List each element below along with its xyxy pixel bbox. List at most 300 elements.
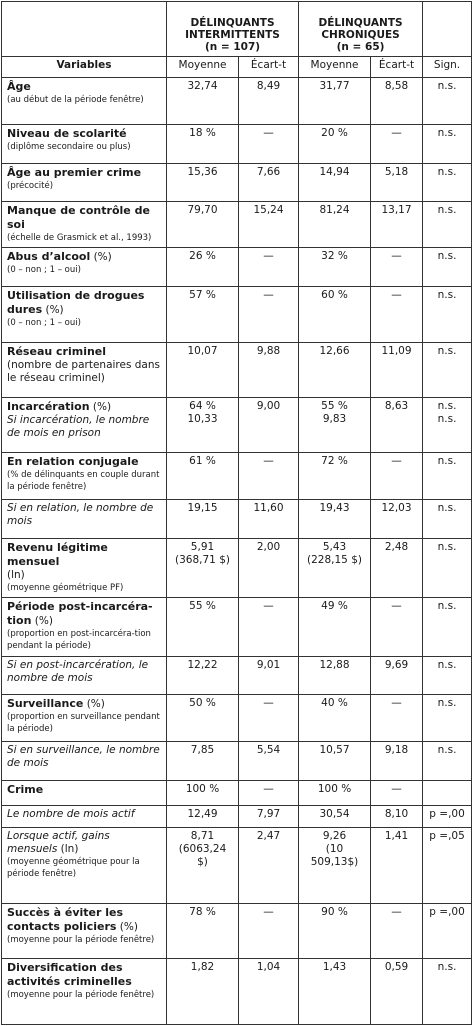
mean2-cell: [299, 828, 371, 904]
variable-cell: [2, 202, 167, 248]
mean1-cell: [167, 959, 239, 1025]
sd1-cell: [239, 500, 299, 539]
sign-cell-value: p =,00: [429, 906, 465, 919]
variable-cell: [2, 695, 167, 742]
mean1-cell-value: 15,36: [187, 165, 218, 178]
sign-cell: [423, 397, 472, 452]
mean1-cell-value2: 10,33: [187, 412, 218, 425]
sd2-cell-value: 8,58: [384, 79, 409, 92]
variable-condition: Lorsque actif, gains mensuels: [7, 830, 110, 856]
sign-cell: [423, 163, 472, 202]
mean2-cell: [299, 695, 371, 742]
sd1-cell-value2: 9,00: [256, 399, 281, 412]
variable-condition: Si en relation, le nombre de mois: [7, 502, 154, 528]
group2-line1: DÉLINQUANTS: [318, 17, 403, 30]
mean1-cell: [167, 342, 239, 397]
mean1-cell: [167, 397, 239, 452]
table-row: [2, 77, 472, 124]
variable-cell: [2, 287, 167, 342]
sd2-cell-value: 1,41: [384, 830, 409, 843]
sign-cell-value: n.s.: [437, 744, 457, 757]
mean2-cell-value: 90 %: [321, 906, 348, 919]
sign-cell-value: n.s.: [437, 455, 457, 468]
variable-description: (% de délinquants en couple durant la période fenêtre): [7, 470, 160, 493]
sd2-cell: [371, 397, 423, 452]
sd1-cell: [239, 287, 299, 342]
variable-unit: (%): [89, 400, 112, 413]
sd2-cell: [371, 342, 423, 397]
mean2-cell-value: 5,43: [322, 540, 347, 553]
sd1-cell-value: 11,60: [253, 502, 284, 515]
mean2-cell: [299, 500, 371, 539]
sd1-cell-value: 9,88: [256, 344, 281, 357]
mean2-cell: [299, 453, 371, 500]
table-row: [2, 656, 472, 695]
sign-cell: [423, 781, 472, 806]
sd1-cell: [239, 959, 299, 1025]
mean1-cell: [167, 695, 239, 742]
sign-cell: [423, 202, 472, 248]
sd2-cell-value: 8,10: [384, 807, 409, 820]
mean1-cell: [167, 656, 239, 695]
variable-condition: Si en post-incarcération, le nombre de mois: [7, 658, 149, 684]
variable-cell: [2, 656, 167, 695]
mean2-cell-value: 30,54: [319, 807, 350, 820]
sd2-cell-value: —: [391, 697, 402, 710]
sd1-cell-value: —: [263, 906, 274, 919]
variable-description: (diplôme secondaire ou plus): [7, 141, 131, 152]
sd1-cell: [239, 538, 299, 597]
mean1-cell-value: 19,15: [187, 502, 218, 515]
variable-description: (échelle de Grasmick et al., 1993): [7, 233, 152, 244]
sd1-cell-value: 8,49: [256, 79, 281, 92]
table-row: [2, 397, 472, 452]
sign-cell: [423, 500, 472, 539]
variable-condition: Si en surveillance, le nombre de mois: [7, 744, 160, 770]
variable-description: (proportion en surveillance pendant la période): [7, 712, 160, 735]
sd1-cell: [239, 163, 299, 202]
sd1-cell-value: 15,24: [253, 204, 284, 217]
mean1-cell-value: 12,22: [187, 658, 218, 671]
sign-cell: [423, 124, 472, 163]
variable-description: (moyenne géométrique PF): [7, 582, 124, 593]
variable-cell: [2, 904, 167, 959]
mean1-cell: [167, 163, 239, 202]
group1-header: [167, 2, 299, 57]
sd2-cell: [371, 124, 423, 163]
sd1-cell: [239, 248, 299, 287]
sign-cell-value: n.s.: [437, 126, 457, 139]
variable-description: (proportion en post-incarcéra-tion pendant la période): [7, 629, 151, 652]
mean1-cell-value: 32,74: [187, 79, 218, 92]
table-row: [2, 500, 472, 539]
group2-line2: CHRONIQUES: [321, 29, 400, 42]
mean1-cell: [167, 781, 239, 806]
sd2-cell: [371, 163, 423, 202]
sd2-cell-value: —: [391, 783, 402, 796]
variable-cell: [2, 453, 167, 500]
mean2-cell: [299, 163, 371, 202]
col-sd1: Écart-t: [239, 57, 299, 77]
table-row: [2, 538, 472, 597]
mean1-cell: [167, 202, 239, 248]
variable-cell: [2, 742, 167, 781]
mean2-cell: [299, 397, 371, 452]
table-row: [2, 959, 472, 1025]
table-row: [2, 202, 472, 248]
mean1-cell: [167, 904, 239, 959]
sign-cell-value: n.s.: [437, 540, 457, 553]
sd2-cell: [371, 248, 423, 287]
mean1-cell-value2: (6063,24 $): [178, 843, 227, 869]
variable-description: (moyenne pour la période fenêtre): [7, 990, 155, 1001]
mean1-cell-value: 57 %: [189, 289, 216, 302]
mean2-cell: [299, 781, 371, 806]
col-variables: Variables: [2, 57, 167, 77]
mean2-cell-value: 100 %: [317, 783, 352, 796]
sd2-cell: [371, 742, 423, 781]
mean2-cell: [299, 742, 371, 781]
mean2-cell-value: 20 %: [321, 126, 348, 139]
sign-cell-value: n.s.: [437, 79, 457, 92]
col-mean2: Moyenne: [299, 57, 371, 77]
sign-cell-value: n.s.: [437, 165, 457, 178]
variable-cell: [2, 248, 167, 287]
variable-unit: (%): [42, 304, 64, 317]
sd1-cell: [239, 904, 299, 959]
sd2-cell: [371, 500, 423, 539]
mean1-cell: [167, 538, 239, 597]
sd2-cell-value: —: [391, 906, 402, 919]
sd2-cell-value: —: [391, 126, 402, 139]
variable-unit: (%): [90, 251, 112, 264]
variable-unit: (ln): [7, 568, 25, 581]
table-row: [2, 453, 472, 500]
sd1-cell: [239, 695, 299, 742]
variable-name: Âge: [7, 79, 31, 93]
mean2-cell: [299, 287, 371, 342]
sign-cell-value: n.s.: [437, 697, 457, 710]
sign-cell: [423, 342, 472, 397]
mean1-cell: [167, 248, 239, 287]
sd1-cell: [239, 805, 299, 828]
sign-cell: [423, 77, 472, 124]
variable-cell: [2, 500, 167, 539]
mean2-cell-value: 32 %: [321, 250, 348, 263]
group2-n: (n = 65): [336, 41, 385, 54]
mean2-cell-value2: (228,15 $): [307, 553, 362, 566]
sd2-cell-value: 0,59: [384, 961, 409, 974]
mean2-cell-value: 12,66: [319, 344, 350, 357]
sign-cell: [423, 453, 472, 500]
col-sign: Sign.: [423, 57, 472, 77]
variable-condition: Si incarcération, le nombre de mois en prison: [7, 413, 150, 439]
variable-cell: [2, 781, 167, 806]
variable-name: Surveillance: [7, 697, 84, 711]
mean2-cell: [299, 959, 371, 1025]
sd1-cell: [239, 453, 299, 500]
sign-cell: [423, 805, 472, 828]
sign-cell-value: n.s.: [437, 204, 457, 217]
sd2-cell: [371, 828, 423, 904]
sd1-cell-value: —: [263, 289, 274, 302]
sign-cell: [423, 742, 472, 781]
mean1-cell-value: 26 %: [189, 250, 216, 263]
sd1-cell: [239, 77, 299, 124]
sd2-cell-value2: 8,63: [384, 399, 409, 412]
group-header-row: [2, 2, 472, 57]
mean1-cell: [167, 453, 239, 500]
variable-unit: (%): [83, 698, 105, 711]
sd2-cell: [371, 77, 423, 124]
sd1-cell-value: 7,97: [256, 807, 281, 820]
group1-line1: DÉLINQUANTS: [190, 17, 275, 30]
mean2-cell: [299, 805, 371, 828]
variable-cell: [2, 805, 167, 828]
sd2-cell-value: 11,09: [381, 344, 412, 357]
variable-cell: [2, 342, 167, 397]
sd2-cell-value: —: [391, 289, 402, 302]
sd2-cell-value: 9,69: [384, 658, 409, 671]
variable-description: (au début de la période fenêtre): [7, 94, 144, 105]
variable-description: (moyenne pour la période fenêtre): [7, 935, 155, 946]
sd1-cell: [239, 742, 299, 781]
table-row: [2, 904, 472, 959]
table-row: [2, 742, 472, 781]
mean2-cell: [299, 342, 371, 397]
variable-cell: [2, 77, 167, 124]
mean2-cell-value: 60 %: [321, 289, 348, 302]
sd2-cell-value: 13,17: [381, 204, 412, 217]
table-row: [2, 287, 472, 342]
mean1-cell: [167, 287, 239, 342]
mean1-cell: [167, 598, 239, 656]
mean1-cell-value: 5,91: [190, 540, 215, 553]
sign-cell-value: n.s.: [437, 961, 457, 974]
mean1-cell-value: 100 %: [185, 783, 220, 796]
mean1-cell-value: 78 %: [189, 906, 216, 919]
mean1-cell-value: 61 %: [189, 455, 216, 468]
mean1-cell-value2: (368,71 $): [175, 553, 230, 566]
column-header-row: [2, 57, 472, 77]
sign-cell: [423, 598, 472, 656]
sd1-cell: [239, 397, 299, 452]
table-row: [2, 248, 472, 287]
sd2-cell: [371, 805, 423, 828]
mean2-cell: [299, 904, 371, 959]
mean2-cell: [299, 656, 371, 695]
mean2-cell-value: 72 %: [321, 455, 348, 468]
variable-name: Succès à éviter les contacts policiers: [7, 906, 124, 934]
mean1-cell-value: 64 %: [189, 399, 216, 412]
sign-cell: [423, 248, 472, 287]
mean1-cell-value: 12,49: [187, 807, 218, 820]
sign-cell-value: n.s.: [437, 502, 457, 515]
variable-cell: [2, 124, 167, 163]
sign-cell: [423, 538, 472, 597]
group2-header: [299, 2, 423, 57]
sign-cell-value: p =,00: [429, 807, 465, 820]
variable-unit: (%): [31, 615, 53, 628]
sd2-cell-value: 5,18: [384, 165, 409, 178]
mean1-cell: [167, 828, 239, 904]
sign-cell-value: n.s.: [437, 600, 457, 613]
mean2-cell-value: 14,94: [319, 165, 350, 178]
sd2-cell: [371, 959, 423, 1025]
sd2-cell-value: 2,48: [384, 540, 409, 553]
sd1-cell-value: —: [263, 126, 274, 139]
sign-cell: [423, 656, 472, 695]
variable-cell: [2, 959, 167, 1025]
variable-description: (0 – non ; 1 – oui): [7, 318, 81, 329]
mean2-cell-value: 81,24: [319, 204, 350, 217]
variable-description: (0 – non ; 1 – oui): [7, 265, 81, 276]
sd2-cell: [371, 656, 423, 695]
sd2-cell-value: —: [391, 455, 402, 468]
mean1-cell-value: 50 %: [189, 697, 216, 710]
mean2-cell-value: 12,88: [319, 658, 350, 671]
sd2-cell: [371, 287, 423, 342]
variable-name: Incarcération: [7, 399, 90, 413]
sign-cell-value2: n.s.: [437, 412, 457, 425]
sign-cell: [423, 904, 472, 959]
sd1-cell: [239, 342, 299, 397]
sd1-cell-value: 2,00: [256, 540, 281, 553]
sd1-cell: [239, 124, 299, 163]
mean1-cell: [167, 124, 239, 163]
table-row: [2, 781, 472, 806]
mean1-cell: [167, 742, 239, 781]
mean2-cell-value: 1,43: [322, 961, 347, 974]
table-body: [2, 77, 472, 1024]
sd1-cell-value: —: [263, 697, 274, 710]
sign-cell-value: n.s.: [437, 289, 457, 302]
variable-name: Manque de contrôle de soi: [7, 204, 150, 232]
mean2-cell-value: 9,26: [322, 830, 347, 843]
mean2-cell: [299, 598, 371, 656]
group1-line2: INTERMITTENTS: [185, 29, 280, 42]
table-row: [2, 695, 472, 742]
sd1-cell-value: —: [263, 600, 274, 613]
sign-cell-value: n.s.: [437, 250, 457, 263]
mean2-cell-value2: (10 509,13$): [310, 843, 359, 869]
mean1-cell-value: 10,07: [187, 344, 218, 357]
mean2-cell-value: 49 %: [321, 600, 348, 613]
table-row: [2, 163, 472, 202]
sd1-cell: [239, 781, 299, 806]
mean2-cell: [299, 202, 371, 248]
sd2-cell-value: 9,18: [384, 744, 409, 757]
sd1-cell-value: —: [263, 455, 274, 468]
mean2-cell-value: 55 %: [321, 399, 348, 412]
variable-name: Abus d’alcool: [7, 250, 91, 264]
sd2-cell: [371, 904, 423, 959]
mean2-cell: [299, 124, 371, 163]
sign-cell: [423, 828, 472, 904]
variable-name: Utilisation de drogues dures: [7, 289, 145, 317]
variable-cell: [2, 828, 167, 904]
mean1-cell: [167, 805, 239, 828]
variable-name: Période post-incarcéra-tion: [7, 600, 153, 628]
sd2-cell: [371, 598, 423, 656]
sd2-cell-value: —: [391, 250, 402, 263]
header-blank-sign: [423, 2, 472, 57]
mean1-cell: [167, 500, 239, 539]
variable-name: Âge au premier crime: [7, 165, 142, 179]
sd2-cell: [371, 538, 423, 597]
variable-name: Réseau criminel: [7, 344, 107, 358]
sd1-cell-value: 9,01: [256, 658, 281, 671]
sd1-cell-value: 2,47: [256, 830, 281, 843]
variable-unit: (%): [116, 921, 138, 934]
sd1-cell-value: —: [263, 783, 274, 796]
variable-description: (précocité): [7, 180, 54, 191]
sign-cell: [423, 287, 472, 342]
variable-unit: (ln): [57, 843, 79, 856]
variable-description: (nombre de partenaires dans le réseau criminel): [7, 358, 160, 384]
variable-cell: [2, 163, 167, 202]
mean2-cell-value: 19,43: [319, 502, 350, 515]
mean1-cell-value: 1,82: [190, 961, 215, 974]
table-row: [2, 598, 472, 656]
table-row: [2, 805, 472, 828]
mean1-cell: [167, 77, 239, 124]
sd1-cell-value: 5,54: [256, 744, 281, 757]
mean1-cell-value: 55 %: [189, 600, 216, 613]
sd1-cell-value: —: [263, 250, 274, 263]
col-mean1: Moyenne: [167, 57, 239, 77]
mean2-cell-value: 10,57: [319, 744, 350, 757]
table-row: [2, 124, 472, 163]
col-sd2: Écart-t: [371, 57, 423, 77]
sd1-cell: [239, 656, 299, 695]
sd2-cell-value: —: [391, 600, 402, 613]
mean1-cell-value: 8,71: [190, 830, 215, 843]
sign-cell: [423, 695, 472, 742]
mean1-cell-value: 7,85: [190, 744, 215, 757]
mean2-cell-value: 31,77: [319, 79, 350, 92]
variable-cell: [2, 397, 167, 452]
variable-cell: [2, 598, 167, 656]
mean2-cell: [299, 248, 371, 287]
sign-cell: [423, 959, 472, 1025]
sd1-cell-value: 7,66: [256, 165, 281, 178]
table-row: [2, 342, 472, 397]
sign-cell-value: n.s.: [437, 344, 457, 357]
sign-cell-value: p =,05: [429, 830, 465, 843]
mean1-cell-value: 18 %: [189, 126, 216, 139]
variable-cell: [2, 538, 167, 597]
header-blank: [2, 2, 167, 57]
mean2-cell: [299, 77, 371, 124]
variable-name: Crime: [7, 783, 44, 797]
sd2-cell: [371, 695, 423, 742]
variable-name: Revenu légitime mensuel: [7, 540, 108, 568]
sd2-cell-value: 12,03: [381, 502, 412, 515]
sign-cell-value: n.s.: [437, 399, 457, 412]
mean2-cell-value2: 9,83: [322, 412, 347, 425]
sd2-cell: [371, 453, 423, 500]
sign-cell-value: n.s.: [437, 658, 457, 671]
table-row: [2, 828, 472, 904]
variable-condition: Le nombre de mois actif: [7, 807, 135, 820]
variable-name: Niveau de scolarité: [7, 126, 127, 140]
sd2-cell: [371, 202, 423, 248]
sd1-cell: [239, 202, 299, 248]
variable-description: (moyenne géométrique pour la période fenêtre): [7, 857, 140, 880]
sd1-cell: [239, 598, 299, 656]
variable-name: En relation conjugale: [7, 455, 139, 469]
